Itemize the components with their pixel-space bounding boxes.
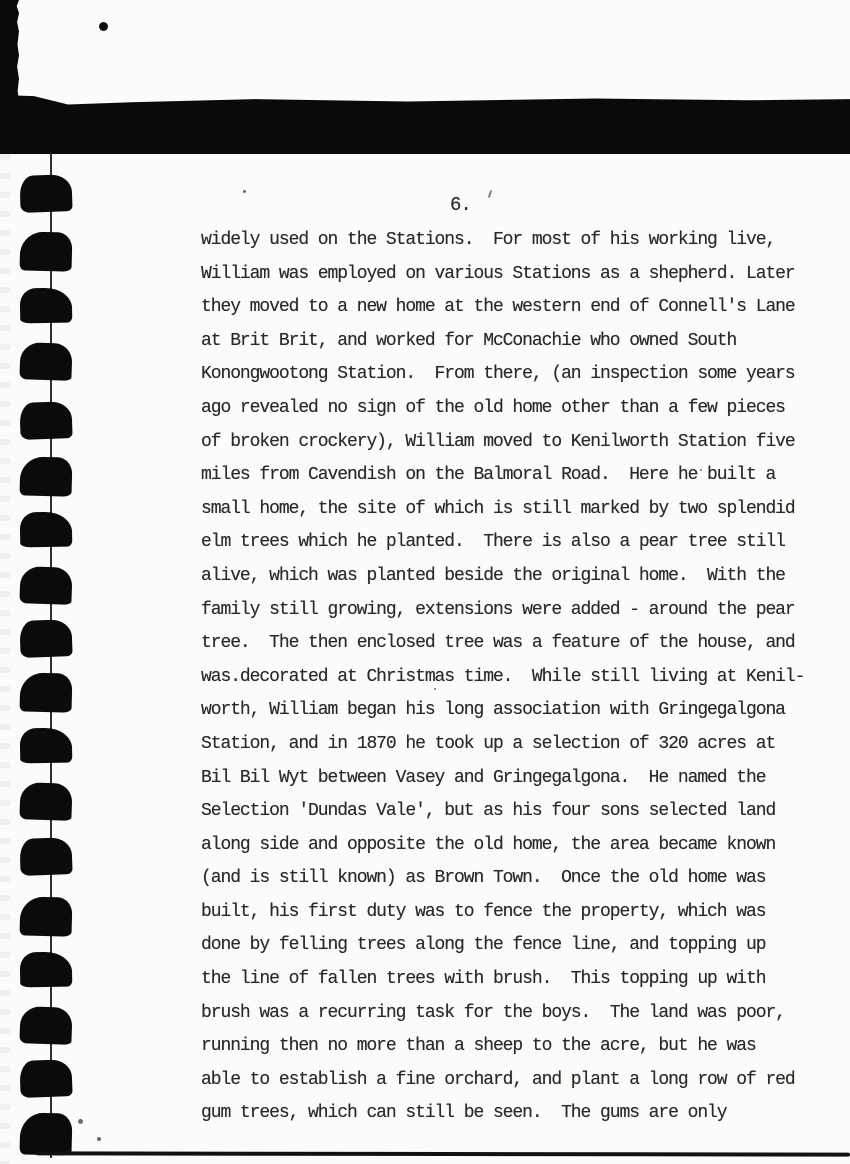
binding-mark [20,512,73,548]
text-line: Konongwootong Station. From there, (an inspection some years [201,364,795,385]
text-line: built, his first duty was to fence the property, which was [201,901,766,922]
text-line: family still growing, extensions were added - around the pear [201,599,795,620]
text-line: the line of fallen trees with brush. This topping up with [201,969,766,990]
text-line: tree. The then enclosed tree was a feature of the house, and [201,633,795,654]
ink-speck [97,1137,101,1141]
text-line: at Brit Brit, and worked for McConachie who owned South [201,330,737,351]
binding-mark [19,566,72,605]
ink-speck [78,1119,83,1124]
page-number: 6. [450,194,471,216]
binding-mark [20,288,73,324]
binding-mark [19,174,72,213]
binding-mark [20,952,73,988]
text-line: Bil Bil Wyt between Vasey and Gringegalgona. He named the [201,767,766,788]
text-line: was.decorated at Christmas time. While still living at Kenil- [201,666,805,687]
binding-mark [20,728,73,764]
binding-mark [19,1112,72,1155]
text-line: they moved to a new home at the western end of Connell's Lane [201,297,795,318]
text-line: along side and opposite the old home, the area became known [201,834,776,855]
text-line: brush was a recurring task for the boys. The land was poor, [201,1002,785,1023]
text-line: small home, the site of which is still marked by two splendid [201,498,795,519]
text-line: worth, William began his long association with Gringegalgona [201,700,785,721]
binding-mark [19,342,72,381]
text-line: done by felling trees along the fence line, and topping up [201,935,766,956]
text-line: able to establish a fine orchard, and plant a long row of red [201,1069,795,1090]
binding-mark [19,401,72,440]
binding-mark [19,456,72,496]
text-line: miles from Cavendish on the Balmoral Road. Here he built a [201,465,776,486]
body-text [201,224,821,1131]
text-line: Selection 'Dundas Vale', but as his four sons selected land [201,801,776,822]
scan-line-bottom [36,1151,850,1156]
ink-speck [243,190,246,193]
binding-mark [19,782,72,821]
text-line: gum trees, which can still be seen. The gums are only [201,1103,727,1124]
text-line: alive, which was planted beside the original home. With the [201,565,785,586]
binding-mark [19,896,72,936]
ink-dot [99,22,108,31]
scan-band [0,95,850,154]
text-line: running then no more than a sheep to the acre, but he was [201,1036,756,1057]
scan-edge-noise [0,154,10,1164]
binding-mark [19,1059,72,1098]
text-line: Station, and in 1870 he took up a selection of 320 acres at [201,733,776,754]
text-line: elm trees which he planted. There is also a pear tree still [201,532,785,553]
binding-mark [19,672,72,712]
binding-mark [19,231,72,271]
binding-mark [19,1006,72,1045]
film-edge-strip [0,0,19,101]
binding-mark [19,837,72,876]
text-line: ago revealed no sign of the old home other than a few pieces [201,397,785,418]
text-line: widely used on the Stations. For most of his working live, [201,230,776,250]
binding-mark [19,619,72,658]
stray-mark [488,190,492,198]
text-line: William was employed on various Stations as a shepherd. Later [201,263,795,284]
text-line: (and is still known) as Brown Town. Once the old home was [201,868,766,889]
text-line: of broken crockery), William moved to Kenilworth Station five [201,431,795,452]
